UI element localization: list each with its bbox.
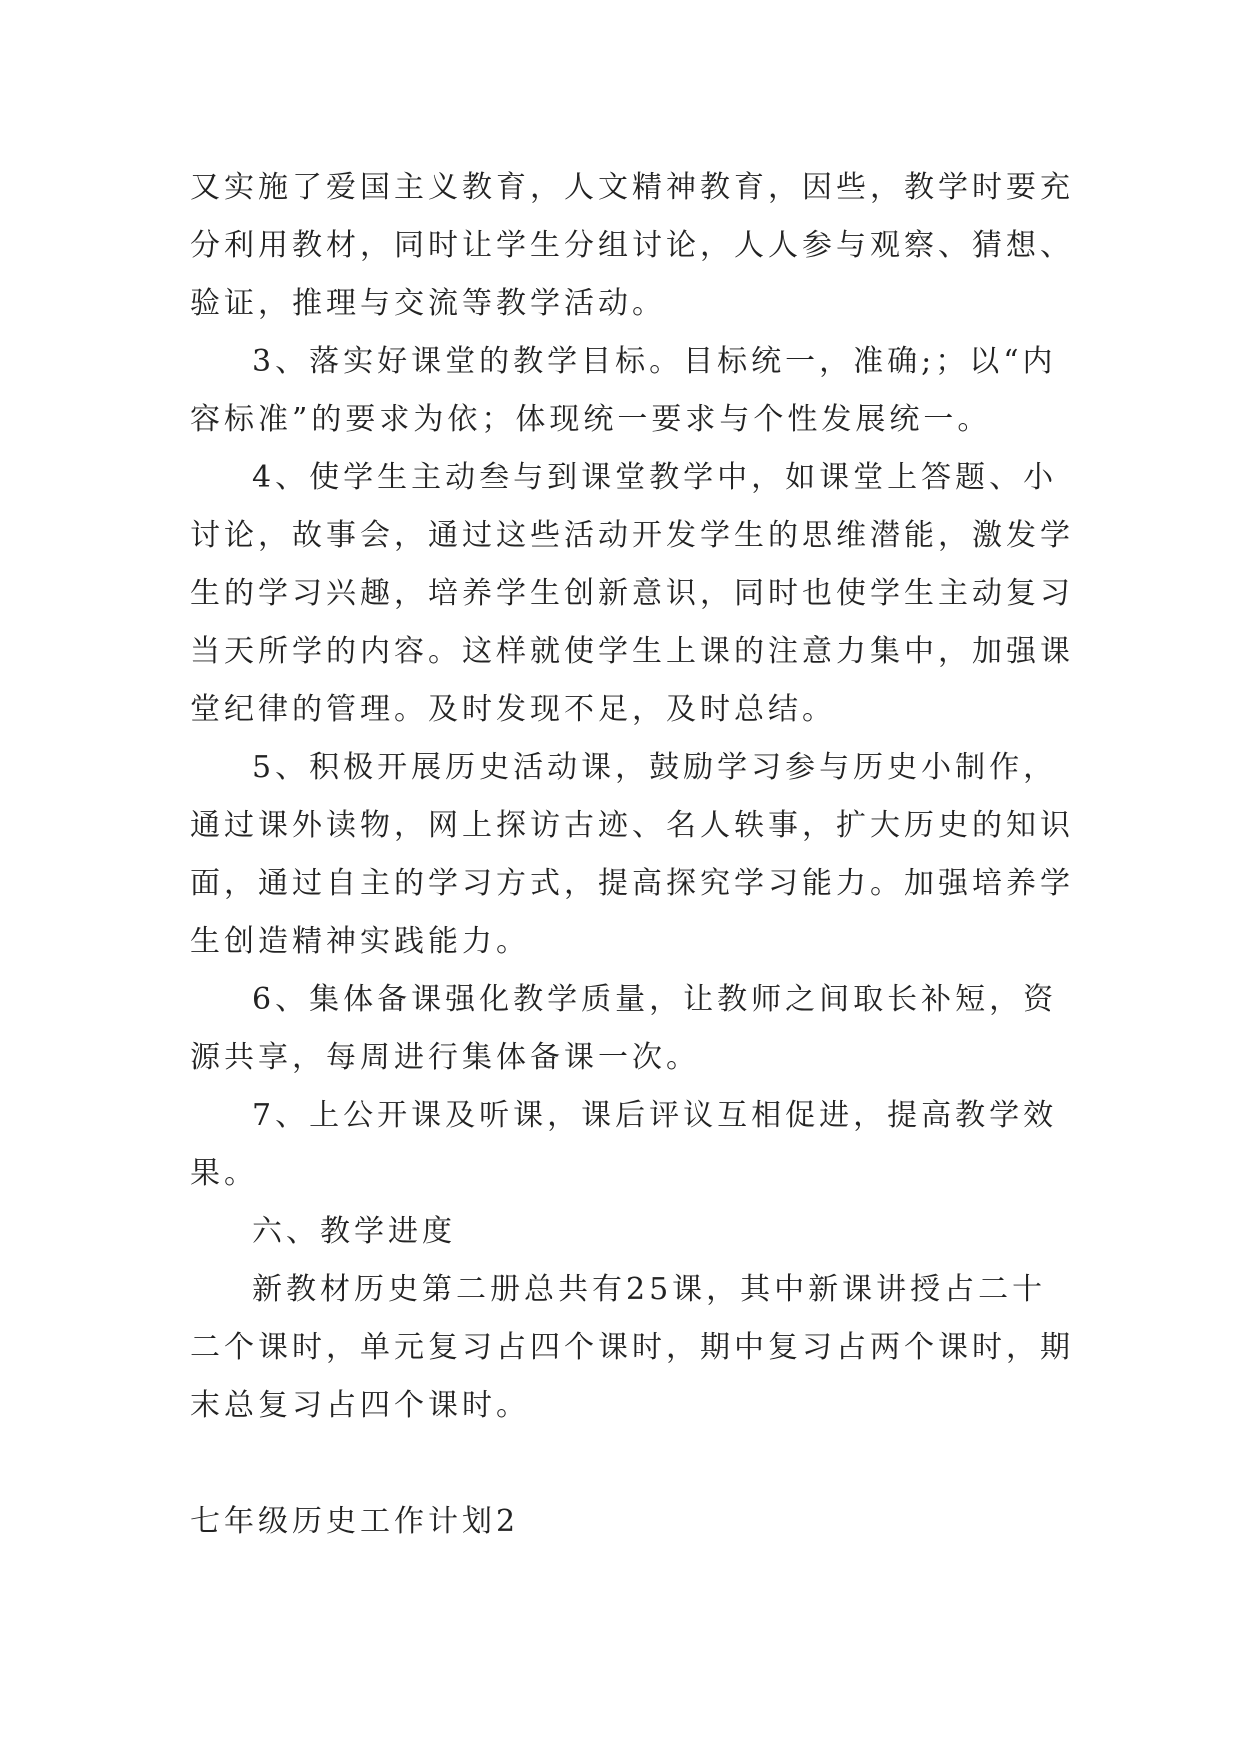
text-line: 堂纪律的管理。及时发现不足，及时总结。: [190, 692, 836, 727]
paragraph-start: 7、上公开课及听课，课后评议互相促进，提高教学效: [252, 1098, 1058, 1133]
text-line: 面，通过自主的学习方式，提高探究学习能力。加强培养学: [190, 866, 1074, 901]
text-line: 当天所学的内容。这样就使学生上课的注意力集中，加强课: [190, 634, 1074, 669]
text-line: 末总复习占四个课时。: [190, 1388, 530, 1423]
text-line: 讨论，故事会，通过这些活动开发学生的思维潜能，激发学: [190, 518, 1074, 553]
text-line: 二个课时，单元复习占四个课时，期中复习占两个课时，期: [190, 1330, 1074, 1365]
document-title: 七年级历史工作计划2: [190, 1504, 520, 1539]
text-line: 源共享，每周进行集体备课一次。: [190, 1040, 700, 1075]
section-heading: 六、教学进度: [252, 1214, 456, 1249]
text-line: 果。: [190, 1156, 258, 1191]
text-line: 验证，推理与交流等教学活动。: [190, 286, 666, 321]
paragraph-start: 4、使学生主动叁与到课堂教学中，如课堂上答题、小: [252, 460, 1058, 495]
text-line: 生创造精神实践能力。: [190, 924, 530, 959]
text-line: 又实施了爱国主义教育，人文精神教育，因些，教学时要充: [190, 170, 1074, 205]
text-line: 容标准”的要求为依；体现统一要求与个性发展统一。: [190, 402, 992, 437]
paragraph-start: 3、落实好课堂的教学目标。目标统一，准确;；以“内: [252, 344, 1057, 379]
paragraph-start: 6、集体备课强化教学质量，让教师之间取长补短，资: [252, 982, 1058, 1017]
text-line: 生的学习兴趣，培养学生创新意识，同时也使学生主动复习: [190, 576, 1074, 611]
paragraph-start: 新教材历史第二册总共有25课，其中新课讲授占二十: [252, 1272, 1047, 1307]
text-line: 通过课外读物，网上探访古迹、名人轶事，扩大历史的知识: [190, 808, 1074, 843]
paragraph-start: 5、积极开展历史活动课，鼓励学习参与历史小制作，: [252, 750, 1058, 785]
text-line: 分利用教材，同时让学生分组讨论，人人参与观察、猜想、: [190, 228, 1074, 263]
